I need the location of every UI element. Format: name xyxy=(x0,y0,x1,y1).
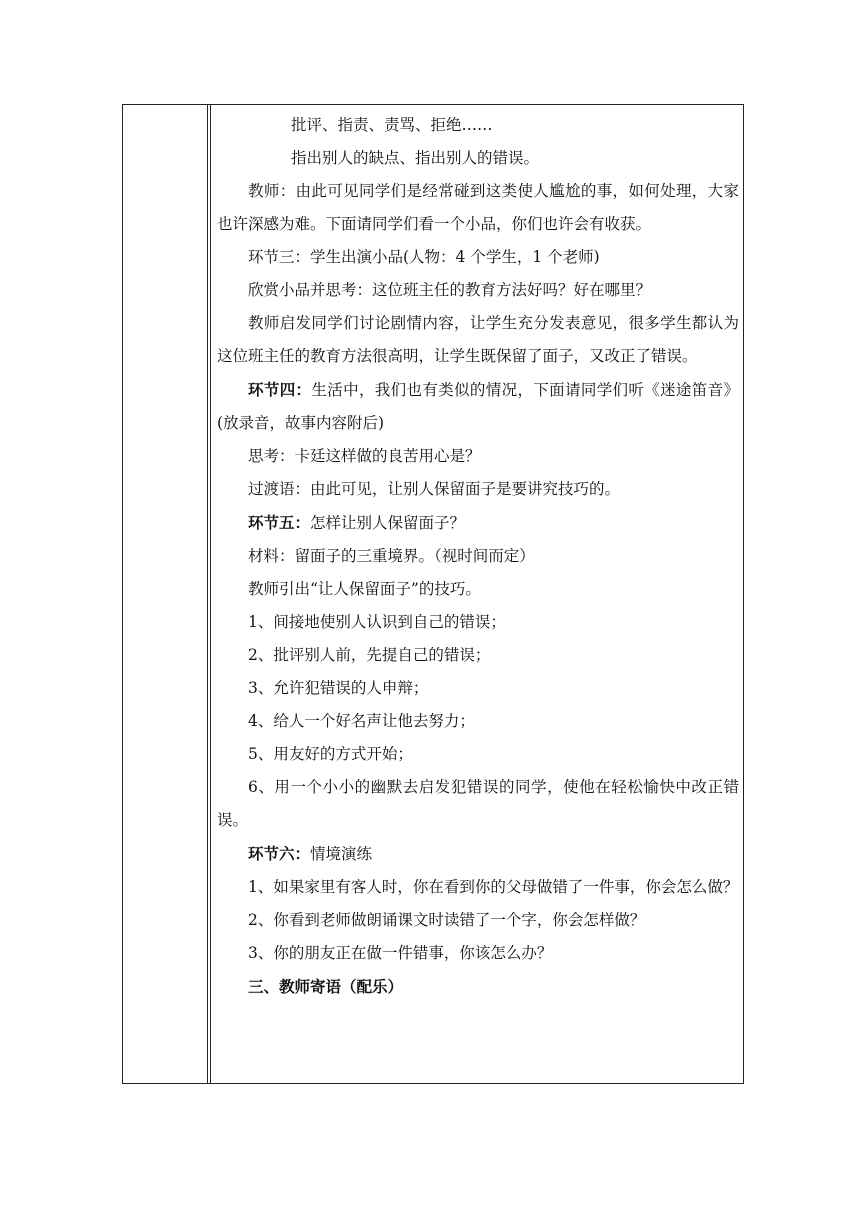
section-4-label: 环节四： xyxy=(248,380,312,399)
think-question: 思考：卡廷这样做的良苦用心是？ xyxy=(248,447,481,465)
technique-intro: 教师引出“让人保留面子”的技巧。 xyxy=(248,580,481,598)
section-5: 环节五：怎样让别人保留面子？ xyxy=(248,513,466,532)
section-5-label: 环节五： xyxy=(248,513,311,532)
lesson-content-cell xyxy=(217,109,739,1003)
sketch-question: 欣赏小品并思考：这位班主任的教育方法好吗？好在哪里？ xyxy=(248,281,652,299)
column-divider-double xyxy=(210,105,211,1083)
technique-item-3: 3、允许犯错误的人申辩； xyxy=(248,679,429,697)
scenario-3: 3、你的朋友正在做一件错事，你该怎么办？ xyxy=(248,944,553,962)
section-3-heading: 环节三：学生出演小品(人物：4 个学生，1 个老师) xyxy=(248,248,600,266)
lesson-table xyxy=(122,104,744,1084)
technique-item-4: 4、给人一个好名声让他去努力； xyxy=(248,712,475,730)
column-divider xyxy=(207,105,208,1083)
material-text: 材料：留面子的三重境界。（视时间而定） xyxy=(248,547,535,565)
teacher-remark-1: 教师：由此可见同学们是经常碰到这类使人尴尬的事，如何处理，大家也许深感为难。下面请同学们看一个小品，你们也许会有收获。 xyxy=(217,182,739,233)
scenario-2: 2、你看到老师做朗诵课文时读错了一个字，你会怎样做？ xyxy=(248,911,646,929)
transition-text: 过渡语：由此可见，让别人保留面子是要讲究技巧的。 xyxy=(248,480,621,498)
scenario-1: 1、如果家里有客人时，你在看到你的父母做错了一件事，你会怎么做？ xyxy=(248,878,739,896)
technique-item-6: 6、用一个小小的幽默去启发犯错误的同学，使他在轻松愉快中改正错误。 xyxy=(217,778,739,829)
text-line-1: 批评、指责、责骂、拒绝…… xyxy=(291,116,493,134)
text-line-2: 指出别人的缺点、指出别人的错误。 xyxy=(291,149,540,167)
technique-item-5: 5、用友好的方式开始； xyxy=(248,745,413,763)
teacher-message-heading: 三、教师寄语（配乐） xyxy=(248,977,404,996)
section-4: 环节四：生活中，我们也有类似的情况，下面请同学们听《迷途笛音》(放录音，故事内容附后) xyxy=(217,380,739,432)
teacher-discussion: 教师启发同学们讨论剧情内容，让学生充分发表意见，很多学生都认为这位班主任的教育方法很高明，让学生既保留了面子，又改正了错误。 xyxy=(217,314,739,365)
technique-item-2: 2、批评别人前，先提自己的错误； xyxy=(248,646,491,664)
section-6: 环节六：情境演练 xyxy=(248,844,373,863)
technique-item-1: 1、间接地使别人认识到自己的错误； xyxy=(248,613,506,631)
section-6-label: 环节六： xyxy=(248,844,311,863)
